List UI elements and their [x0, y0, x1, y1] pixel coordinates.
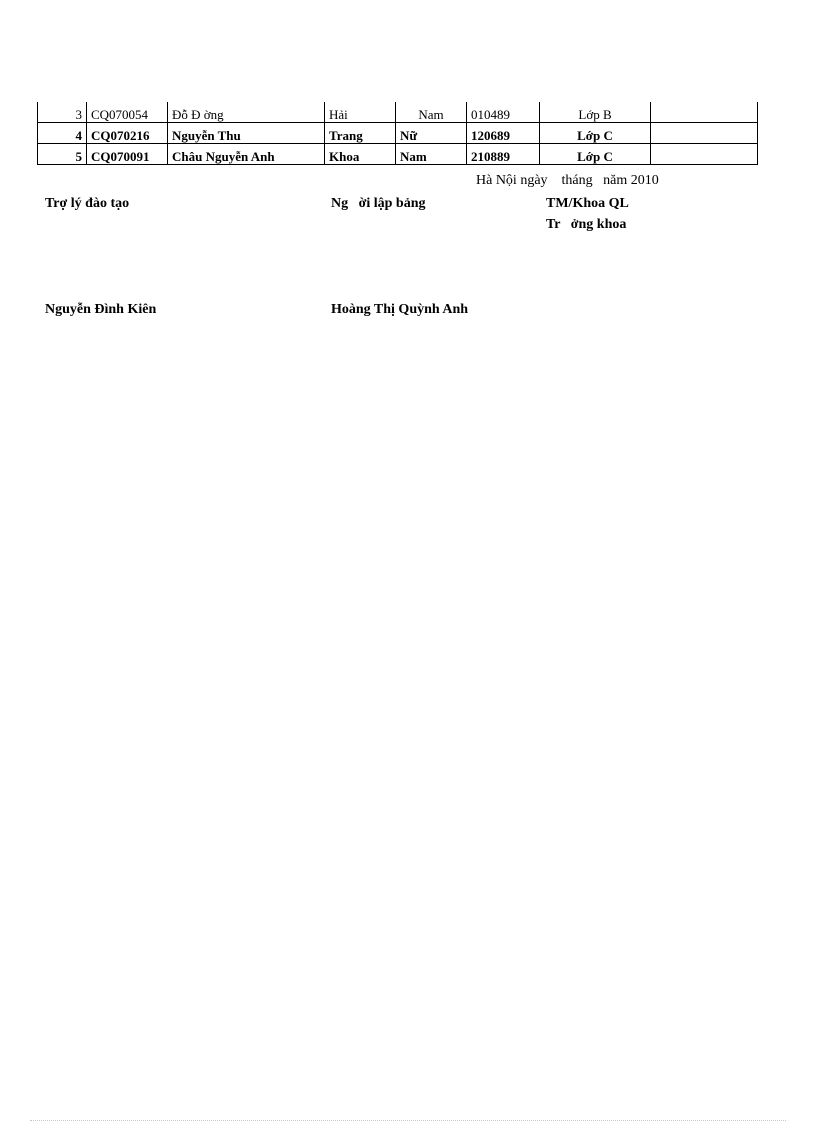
preparer-title: Ng ời lập bảng — [331, 196, 426, 211]
student-last-name: Nguyễn Thu — [168, 123, 325, 144]
row-number: 4 — [38, 123, 87, 144]
student-gender: Nữ — [396, 123, 467, 144]
student-first-name: Hải — [325, 102, 396, 123]
department-title: TM/Khoa QL — [546, 196, 629, 211]
student-dob: 010489 — [467, 102, 540, 123]
page-divider — [30, 1120, 786, 1121]
assistant-name: Nguyễn Đình Kiên — [45, 302, 157, 317]
row-number: 3 — [38, 102, 87, 123]
student-class: Lớp C — [540, 123, 651, 144]
student-table — [37, 102, 758, 165]
dean-title: Tr ởng khoa — [546, 217, 627, 232]
student-gender: Nam — [396, 144, 467, 165]
student-note — [651, 144, 758, 165]
table-row — [38, 144, 758, 165]
assistant-title: Trợ lý đào tạo — [45, 196, 130, 211]
student-dob: 210889 — [467, 144, 540, 165]
table-row — [38, 123, 758, 144]
student-note — [651, 123, 758, 144]
student-last-name: Châu Nguyễn Anh — [168, 144, 325, 165]
student-note — [651, 102, 758, 123]
student-first-name: Trang — [325, 123, 396, 144]
preparer-name: Hoàng Thị Quỳnh Anh — [331, 302, 469, 317]
student-class: Lớp B — [540, 102, 651, 123]
date-line: Hà Nội ngày tháng năm 2010 — [476, 173, 659, 188]
student-id: CQ070216 — [87, 123, 168, 144]
student-id: CQ070054 — [87, 102, 168, 123]
student-id: CQ070091 — [87, 144, 168, 165]
student-gender: Nam — [396, 102, 467, 123]
row-number: 5 — [38, 144, 87, 165]
student-dob: 120689 — [467, 123, 540, 144]
student-last-name: Đỗ Đ ờng — [168, 102, 325, 123]
table-row — [38, 102, 758, 123]
student-first-name: Khoa — [325, 144, 396, 165]
student-class: Lớp C — [540, 144, 651, 165]
